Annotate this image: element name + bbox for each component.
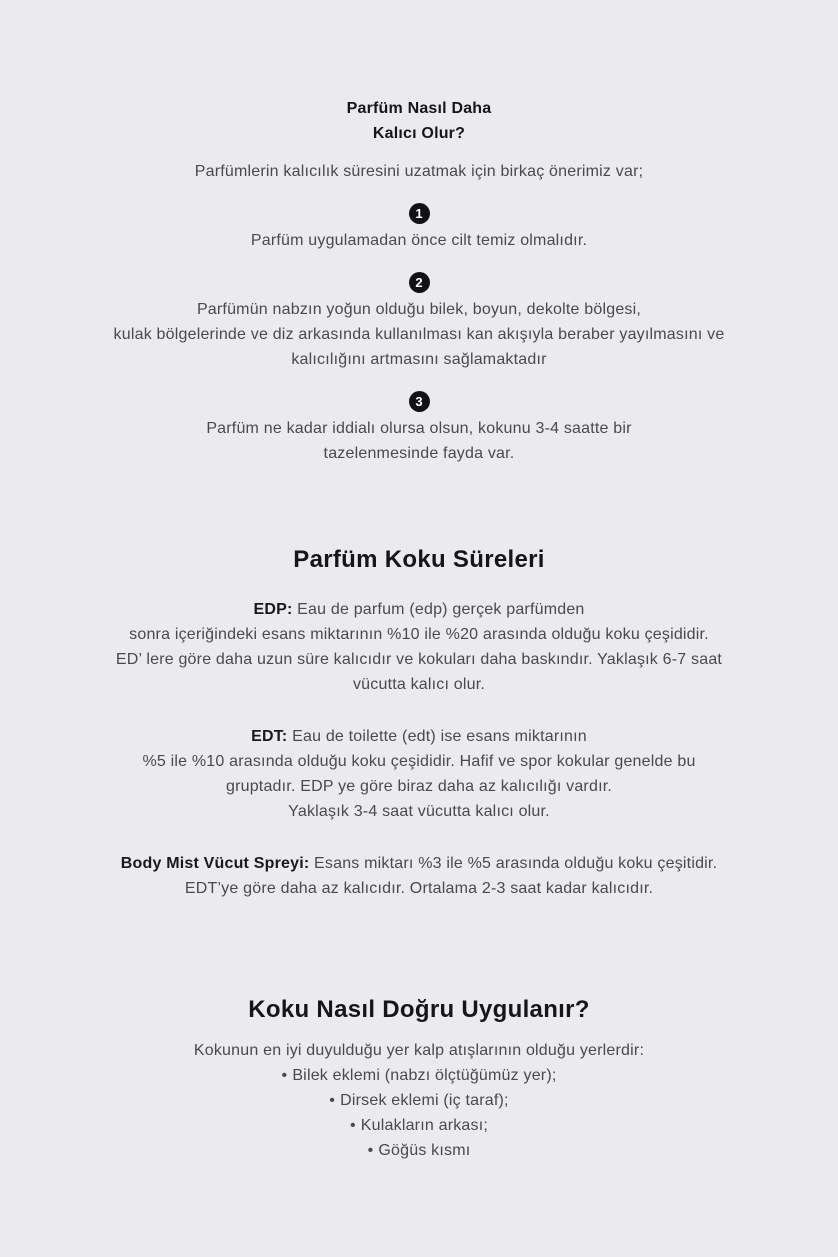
body-mist-paragraph-line: EDT’ye göre daha az kalıcıdır. Ortalama 2-3 saat kadar kalıcıdır. [184,880,654,897]
edp-paragraph [39,597,799,697]
edp-label: EDP: [253,601,293,618]
bullet-icon: • [281,1067,288,1084]
section-application [39,993,799,1163]
bullet-icon: • [367,1142,374,1159]
tip-1 [39,203,799,253]
number-3-badge: 3 [409,391,430,412]
tip-3 [39,391,799,466]
edp-paragraph-line [39,597,799,622]
bullet-icon: • [329,1092,336,1109]
bullet-text: Bilek eklemi (nabzı ölçtüğümüz yer); [292,1067,557,1084]
section-longevity [39,96,799,466]
bullet-text: Göğüs kısmı [378,1142,471,1159]
bullet-item [39,1063,799,1088]
bullet-icon: • [349,1117,356,1134]
tip-1-text: Parfüm uygulamadan önce cilt temiz olmalıdır. [250,232,588,249]
number-2-badge: 2 [409,272,430,293]
edt-paragraph-line [39,724,799,749]
edp-paragraph-line: sonra içeriğindeki esans miktarının %10 ile %20 arasında olduğu koku çeşididir. [129,626,709,643]
body-mist-label: Body Mist Vücut Spreyi: [120,855,310,872]
body-mist-paragraph-line [39,851,799,876]
edt-paragraph [39,724,799,824]
edt-text: Eau de toilette (edt) ise esans miktarının [292,728,587,745]
number-1-badge: 1 [409,203,430,224]
bullet-item [39,1088,799,1113]
tip-2-text: kulak bölgelerinde ve diz arkasında kullanılması kan akışıyla beraber yayılmasını ve [113,326,725,343]
bullet-item [39,1138,799,1163]
section-longevity-intro: Parfümlerin kalıcılık süresini uzatmak için birkaç önerimiz var; [194,163,644,180]
edt-paragraph-line: %5 ile %10 arasında olduğu koku çeşididir. Hafif ve spor kokular genelde bu [142,753,696,770]
edp-paragraph-line: ED’ lere göre daha uzun süre kalıcıdır ve kokuları daha baskındır. Yaklaşık 6-7 saat [115,651,723,668]
edp-paragraph-line: vücutta kalıcı olur. [352,676,486,693]
edt-paragraph-line: Yaklaşık 3-4 saat vücutta kalıcı olur. [288,803,550,820]
bullet-text: Dirsek eklemi (iç taraf); [340,1092,509,1109]
section-longevity-title [39,96,799,146]
bullet-text: Kulakların arkası; [360,1117,489,1134]
tip-3-text: Parfüm ne kadar iddialı olursa olsun, kokunu 3-4 saatte bir [206,420,632,437]
tip-3-text: tazelenmesinde fayda var. [323,445,515,462]
edt-paragraph-line: gruptadır. EDP ye göre biraz daha az kalıcılığı vardır. [225,778,612,795]
section-durations-title: Parfüm Koku Süreleri [293,546,545,573]
edp-text: Eau de parfum (edp) gerçek parfümden [297,601,585,618]
edt-label: EDT: [251,728,288,745]
tip-2-text: Parfümün nabzın yoğun olduğu bilek, boyun, dekolte bölgesi, [196,301,642,318]
body-mist-paragraph [39,851,799,901]
section-application-intro: Kokunun en iyi duyulduğu yer kalp atışlarının olduğu yerlerdir: [193,1042,645,1059]
section-application-title: Koku Nasıl Doğru Uygulanır? [248,996,590,1023]
title-line: Parfüm Nasıl Daha [346,100,492,117]
tip-2-text: kalıcılığını artmasını sağlamaktadır [291,351,547,368]
perfume-info-page [39,0,799,1163]
tip-2 [39,272,799,372]
body-mist-text: Esans miktarı %3 ile %5 arasında olduğu koku çeşitidir. [314,855,718,872]
title-line: Kalıcı Olur? [372,125,466,142]
section-durations [39,543,799,901]
bullet-item [39,1113,799,1138]
